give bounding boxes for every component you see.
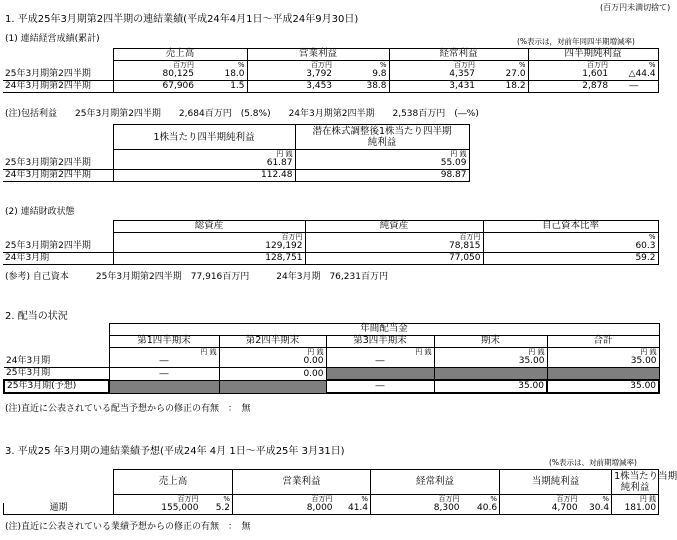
forecast-eps-line2: 純利益 (620, 482, 650, 493)
unit-label: 百万円 (113, 61, 196, 70)
s1-results-table (3, 48, 659, 93)
dividend-col-header: 第3四半期末 (326, 336, 434, 348)
unit-label: % (335, 495, 371, 504)
unit-label: 百万円 (114, 495, 201, 504)
cell-value: 78,815 (305, 241, 483, 253)
row-label: 25年3月期第2四半期 (3, 241, 113, 253)
shaded-cell (219, 380, 326, 393)
unit-label: 百万円 (305, 233, 483, 242)
cell-value: 38.8 (334, 81, 389, 93)
dividend-table (3, 323, 660, 394)
cell-value: 98.87 (295, 170, 469, 182)
table-row (3, 158, 469, 170)
row-label: 25年3月期第2四半期 (3, 158, 113, 170)
row-label: 通期 (4, 503, 114, 515)
eps-col2-line2: 純利益 (367, 137, 397, 148)
unit-label: 円 銭 (295, 150, 469, 159)
cell-value: 2,878 (528, 81, 610, 93)
shaded-cell (109, 380, 219, 393)
row-label: 25年3月期(予想) (4, 380, 109, 393)
cell-value: 77,050 (305, 253, 483, 265)
eps-corner (3, 125, 113, 150)
s2-financial-table (3, 220, 659, 265)
cell-value: 41.4 (335, 503, 371, 515)
cell-value: 35.00 (434, 380, 547, 393)
s1-col-header: 売上高 (113, 49, 247, 61)
row-label: 24年3月期第2四半期 (3, 170, 113, 182)
cell-value: 0.00 (219, 368, 326, 381)
cell-value: 55.09 (295, 158, 469, 170)
cell-value: 4,700 (500, 503, 580, 515)
dividend-col-header: 期末 (434, 336, 547, 348)
shaded-cell (434, 368, 547, 381)
s2-heading: (2) 連結財政状態 (5, 207, 75, 217)
unit-label: 円 銭 (113, 150, 295, 159)
s1-col-header: 経常利益 (389, 49, 528, 61)
unit-label: % (483, 233, 658, 242)
table-row (3, 253, 658, 265)
table-row (3, 69, 658, 81)
cell-value: 67,906 (113, 81, 196, 93)
unit-label: 円 銭 (219, 348, 326, 357)
cell-value: ― (109, 356, 219, 368)
unit-label: % (334, 61, 389, 70)
dividend-col-header: 第2四半期末 (219, 336, 326, 348)
cell-value: 40.6 (462, 503, 500, 515)
cell-value: 27.0 (477, 69, 528, 81)
unit-label: 百万円 (528, 61, 610, 70)
forecast-col-header: 営業利益 (233, 470, 371, 495)
cell-value: 30.4 (580, 503, 612, 515)
unit-label: 百万円 (113, 233, 305, 242)
s1-heading: (1) 連結経営成績(累計) (5, 34, 100, 44)
cell-value: 129,192 (113, 241, 305, 253)
cell-value: 60.3 (483, 241, 658, 253)
unit-label: 百万円 (233, 495, 335, 504)
s2-corner (3, 233, 113, 242)
dividend-corner (4, 348, 109, 357)
cell-value: 35.00 (547, 380, 659, 393)
s1-col-header: 四半期純利益 (528, 49, 658, 61)
shaded-cell (326, 368, 434, 381)
forecast-col-header: 当期純利益 (500, 470, 612, 495)
cell-value: 3,453 (247, 81, 334, 93)
unit-label: 円 銭 (612, 495, 659, 504)
unit-label: % (477, 61, 528, 70)
unit-label: % (196, 61, 247, 70)
dividend-col-header: 合計 (547, 336, 659, 348)
forecast-corner (4, 495, 114, 504)
unit-label: 円 銭 (434, 348, 547, 357)
s1-col-header: 営業利益 (247, 49, 389, 61)
unit-label: 百万円 (371, 495, 462, 504)
cell-value: 5.2 (201, 503, 233, 515)
cell-value: 9.8 (334, 69, 389, 81)
cell-value: 112.48 (113, 170, 295, 182)
unit-label: % (201, 495, 233, 504)
table-row (3, 241, 658, 253)
eps-col-header (295, 125, 469, 150)
dividend-corner (4, 324, 109, 348)
cell-value: 59.2 (483, 253, 658, 265)
s2-col-header: 純資産 (305, 221, 483, 233)
table-row (4, 368, 659, 381)
eps-col2-line1: 潜在株式調整後1株当たり四半期 (312, 126, 452, 137)
table-row (4, 356, 659, 368)
unit-label: 百万円 (247, 61, 334, 70)
cell-value: 8,000 (233, 503, 335, 515)
forecast-corner (4, 470, 114, 495)
unit-label: 円 銭 (547, 348, 659, 357)
dividend-col-header: 第1四半期末 (109, 336, 219, 348)
eps-corner (3, 150, 113, 159)
table-row (3, 81, 658, 93)
row-label: 25年3月期 (4, 368, 109, 381)
forecast-col-header: 経常利益 (371, 470, 500, 495)
s2-corner (3, 221, 113, 233)
cell-value: 18.2 (477, 81, 528, 93)
cell-value: ― (109, 368, 219, 381)
unit-label: % (610, 61, 658, 70)
s3-heading: 2. 配当の状況 (5, 311, 68, 322)
unit-label: 円 銭 (326, 348, 434, 357)
cell-value: 80,125 (113, 69, 196, 81)
unit-label: 百万円 (389, 61, 477, 70)
cell-value: ― (610, 81, 658, 93)
cell-value: 181.00 (612, 503, 659, 515)
s2-col-header: 自己資本比率 (483, 221, 658, 233)
row-label: 24年3月期 (4, 356, 109, 368)
forecast-revision-note: (注)直近に公表されている業績予想からの修正の有無 ： 無 (5, 522, 251, 532)
s1-corner (3, 61, 113, 70)
unit-label: 百万円 (500, 495, 580, 504)
forecast-table (3, 469, 677, 515)
forecast-eps-line1: 1株当たり当期 (614, 471, 677, 482)
section-1-title: 1. 平成25年3月期第2四半期の連結業績(平成24年4月1日～平成24年9月30日) (5, 14, 359, 25)
equity-reference: (参考) 自己資本 25年3月期第2四半期 77,916百万円 24年3月期 76,231百万円 (5, 272, 388, 282)
table-row (4, 380, 659, 393)
s4-note: (%表示は、対前期増減率) (549, 458, 637, 467)
s4-heading: 3. 平成25 年3月期の連結業績予想(平成24年 4月 1日～平成25年 3月31日) (5, 446, 345, 457)
unit-note: (百万円未満切捨て) (600, 3, 671, 12)
cell-value: 18.0 (196, 69, 247, 81)
cell-value: 155,000 (114, 503, 201, 515)
s1-corner (3, 49, 113, 61)
cell-value: 35.00 (434, 356, 547, 368)
cell-value: △44.4 (610, 69, 658, 81)
cell-value: 35.00 (547, 356, 659, 368)
row-label: 25年3月期第2四半期 (3, 69, 113, 81)
unit-label: % (462, 495, 500, 504)
comprehensive-income-note: (注)包括利益 25年3月期第2四半期 2,684百万円 (5.8%) 24年3月期第2四半期 2,538百万円 (―%) (5, 109, 479, 119)
dividend-revision-note: (注)直近に公表されている配当予想からの修正の有無 ： 無 (5, 404, 251, 414)
cell-value: ― (326, 356, 434, 368)
cell-value: ― (326, 380, 434, 393)
cell-value: 128,751 (113, 253, 305, 265)
s2-col-header: 総資産 (113, 221, 305, 233)
eps-col-header: 1株当たり四半期純利益 (113, 125, 295, 150)
eps-table (3, 124, 470, 182)
unit-label: 円 銭 (109, 348, 219, 357)
cell-value: 1,601 (528, 69, 610, 81)
table-row (4, 503, 659, 515)
row-label: 24年3月期第2四半期 (3, 81, 113, 93)
s1-note: (%表示は，対前年同四半期増減率) (517, 37, 635, 46)
unit-label: % (580, 495, 612, 504)
cell-value: 3,431 (389, 81, 477, 93)
forecast-eps-header (612, 470, 677, 495)
table-row (3, 170, 469, 182)
shaded-cell (547, 368, 659, 381)
cell-value: 8,300 (371, 503, 462, 515)
cell-value: 0.00 (219, 356, 326, 368)
forecast-col-header: 売上高 (114, 470, 233, 495)
dividend-group-header: 年間配当金 (109, 324, 659, 336)
cell-value: 61.87 (113, 158, 295, 170)
cell-value: 3,792 (247, 69, 334, 81)
row-label: 24年3月期 (3, 253, 113, 265)
cell-value: 4,357 (389, 69, 477, 81)
cell-value: 1.5 (196, 81, 247, 93)
